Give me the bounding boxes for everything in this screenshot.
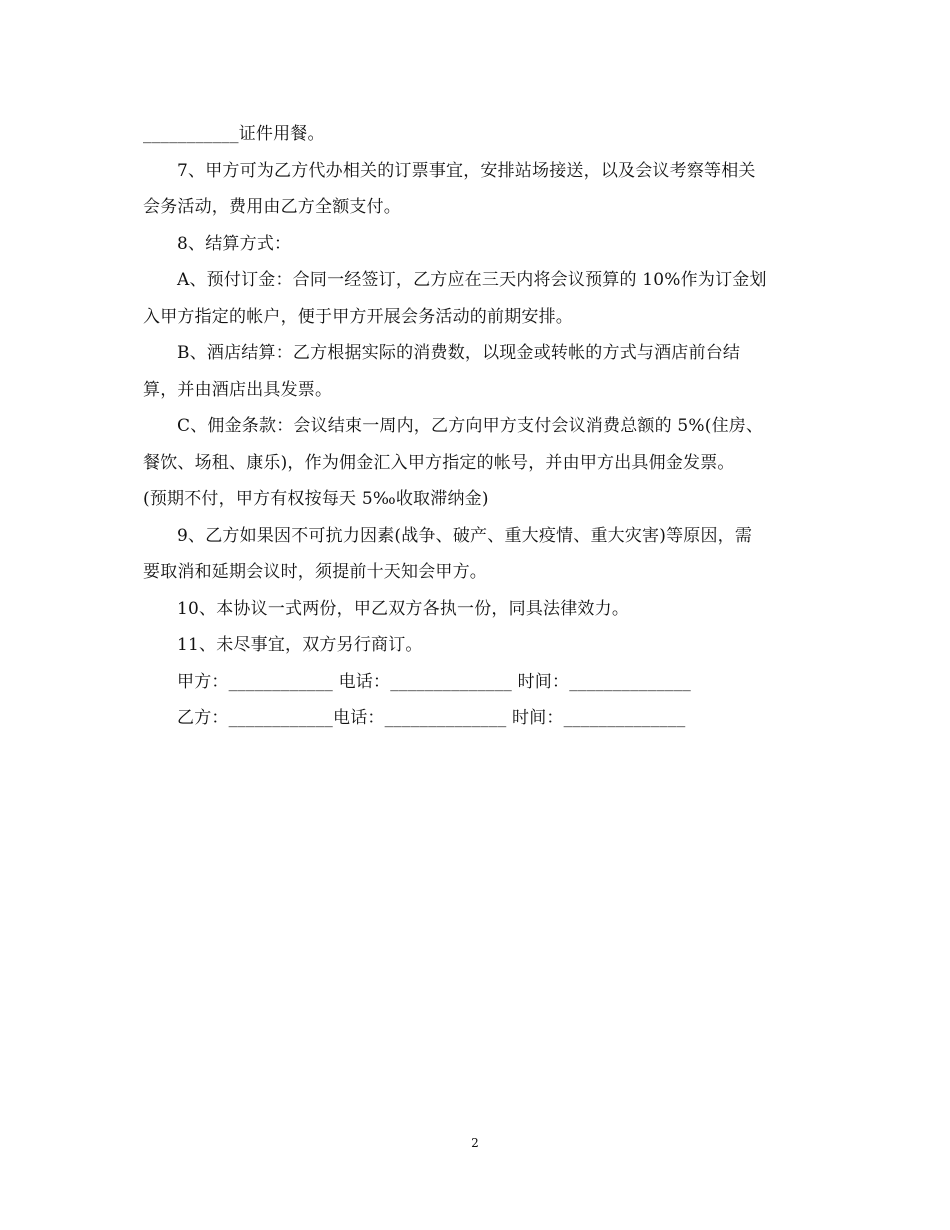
clause-8c-line-1: C、佣金条款：会议结束一周内，乙方向甲方支付会议消费总额的 5%(住房、: [177, 416, 764, 436]
text-line: ___________证件用餐。: [143, 124, 325, 144]
page-number: 2: [471, 1136, 479, 1150]
clause-8a-line-1: A、预付订金：合同一经签订，乙方应在三天内将会议预算的 10%作为订金划: [177, 270, 767, 290]
clause-10: 10、本协议一式两份，甲乙双方各执一份，同具法律效力。: [177, 598, 630, 619]
clause-8a-line-2: 入甲方指定的帐户，便于甲方开展会务活动的前期安排。: [143, 306, 573, 327]
clause-8c-line-2: 餐饮、场租、康乐)，作为佣金汇入甲方指定的帐号，并由甲方出具佣金发票。: [143, 452, 735, 473]
clause-9-line-2: 要取消和延期会议时，须提前十天知会甲方。: [143, 562, 487, 582]
party-a-signature-line: 甲方：____________ 电话：______________ 时间：______________: [177, 671, 692, 692]
clause-7-line-2: 会务活动，费用由乙方全额支付。: [143, 197, 401, 217]
clause-8b-line-1: B、酒店结算：乙方根据实际的消费数，以现金或转帐的方式与酒店前台结: [177, 343, 741, 363]
clause-8-heading: 8、结算方式：: [177, 233, 292, 254]
party-b-signature-line: 乙方：____________电话：______________ 时间：______________: [177, 708, 686, 728]
clause-11: 11、未尽事宜，双方另行商订。: [177, 635, 423, 655]
clause-8b-line-2: 算，并由酒店出具发票。: [143, 379, 333, 400]
clause-9-line-1: 9、乙方如果因不可抗力因素(战争、破产、重大疫情、重大灾害)等原因，需: [177, 525, 753, 546]
clause-8c-line-3: (预期不付，甲方有权按每天 5‰收取滞纳金): [143, 489, 489, 509]
clause-7-line-1: 7、甲方可为乙方代办相关的订票事宜，安排站场接送，以及会议考察等相关: [177, 160, 756, 181]
document-body: [143, 116, 807, 737]
